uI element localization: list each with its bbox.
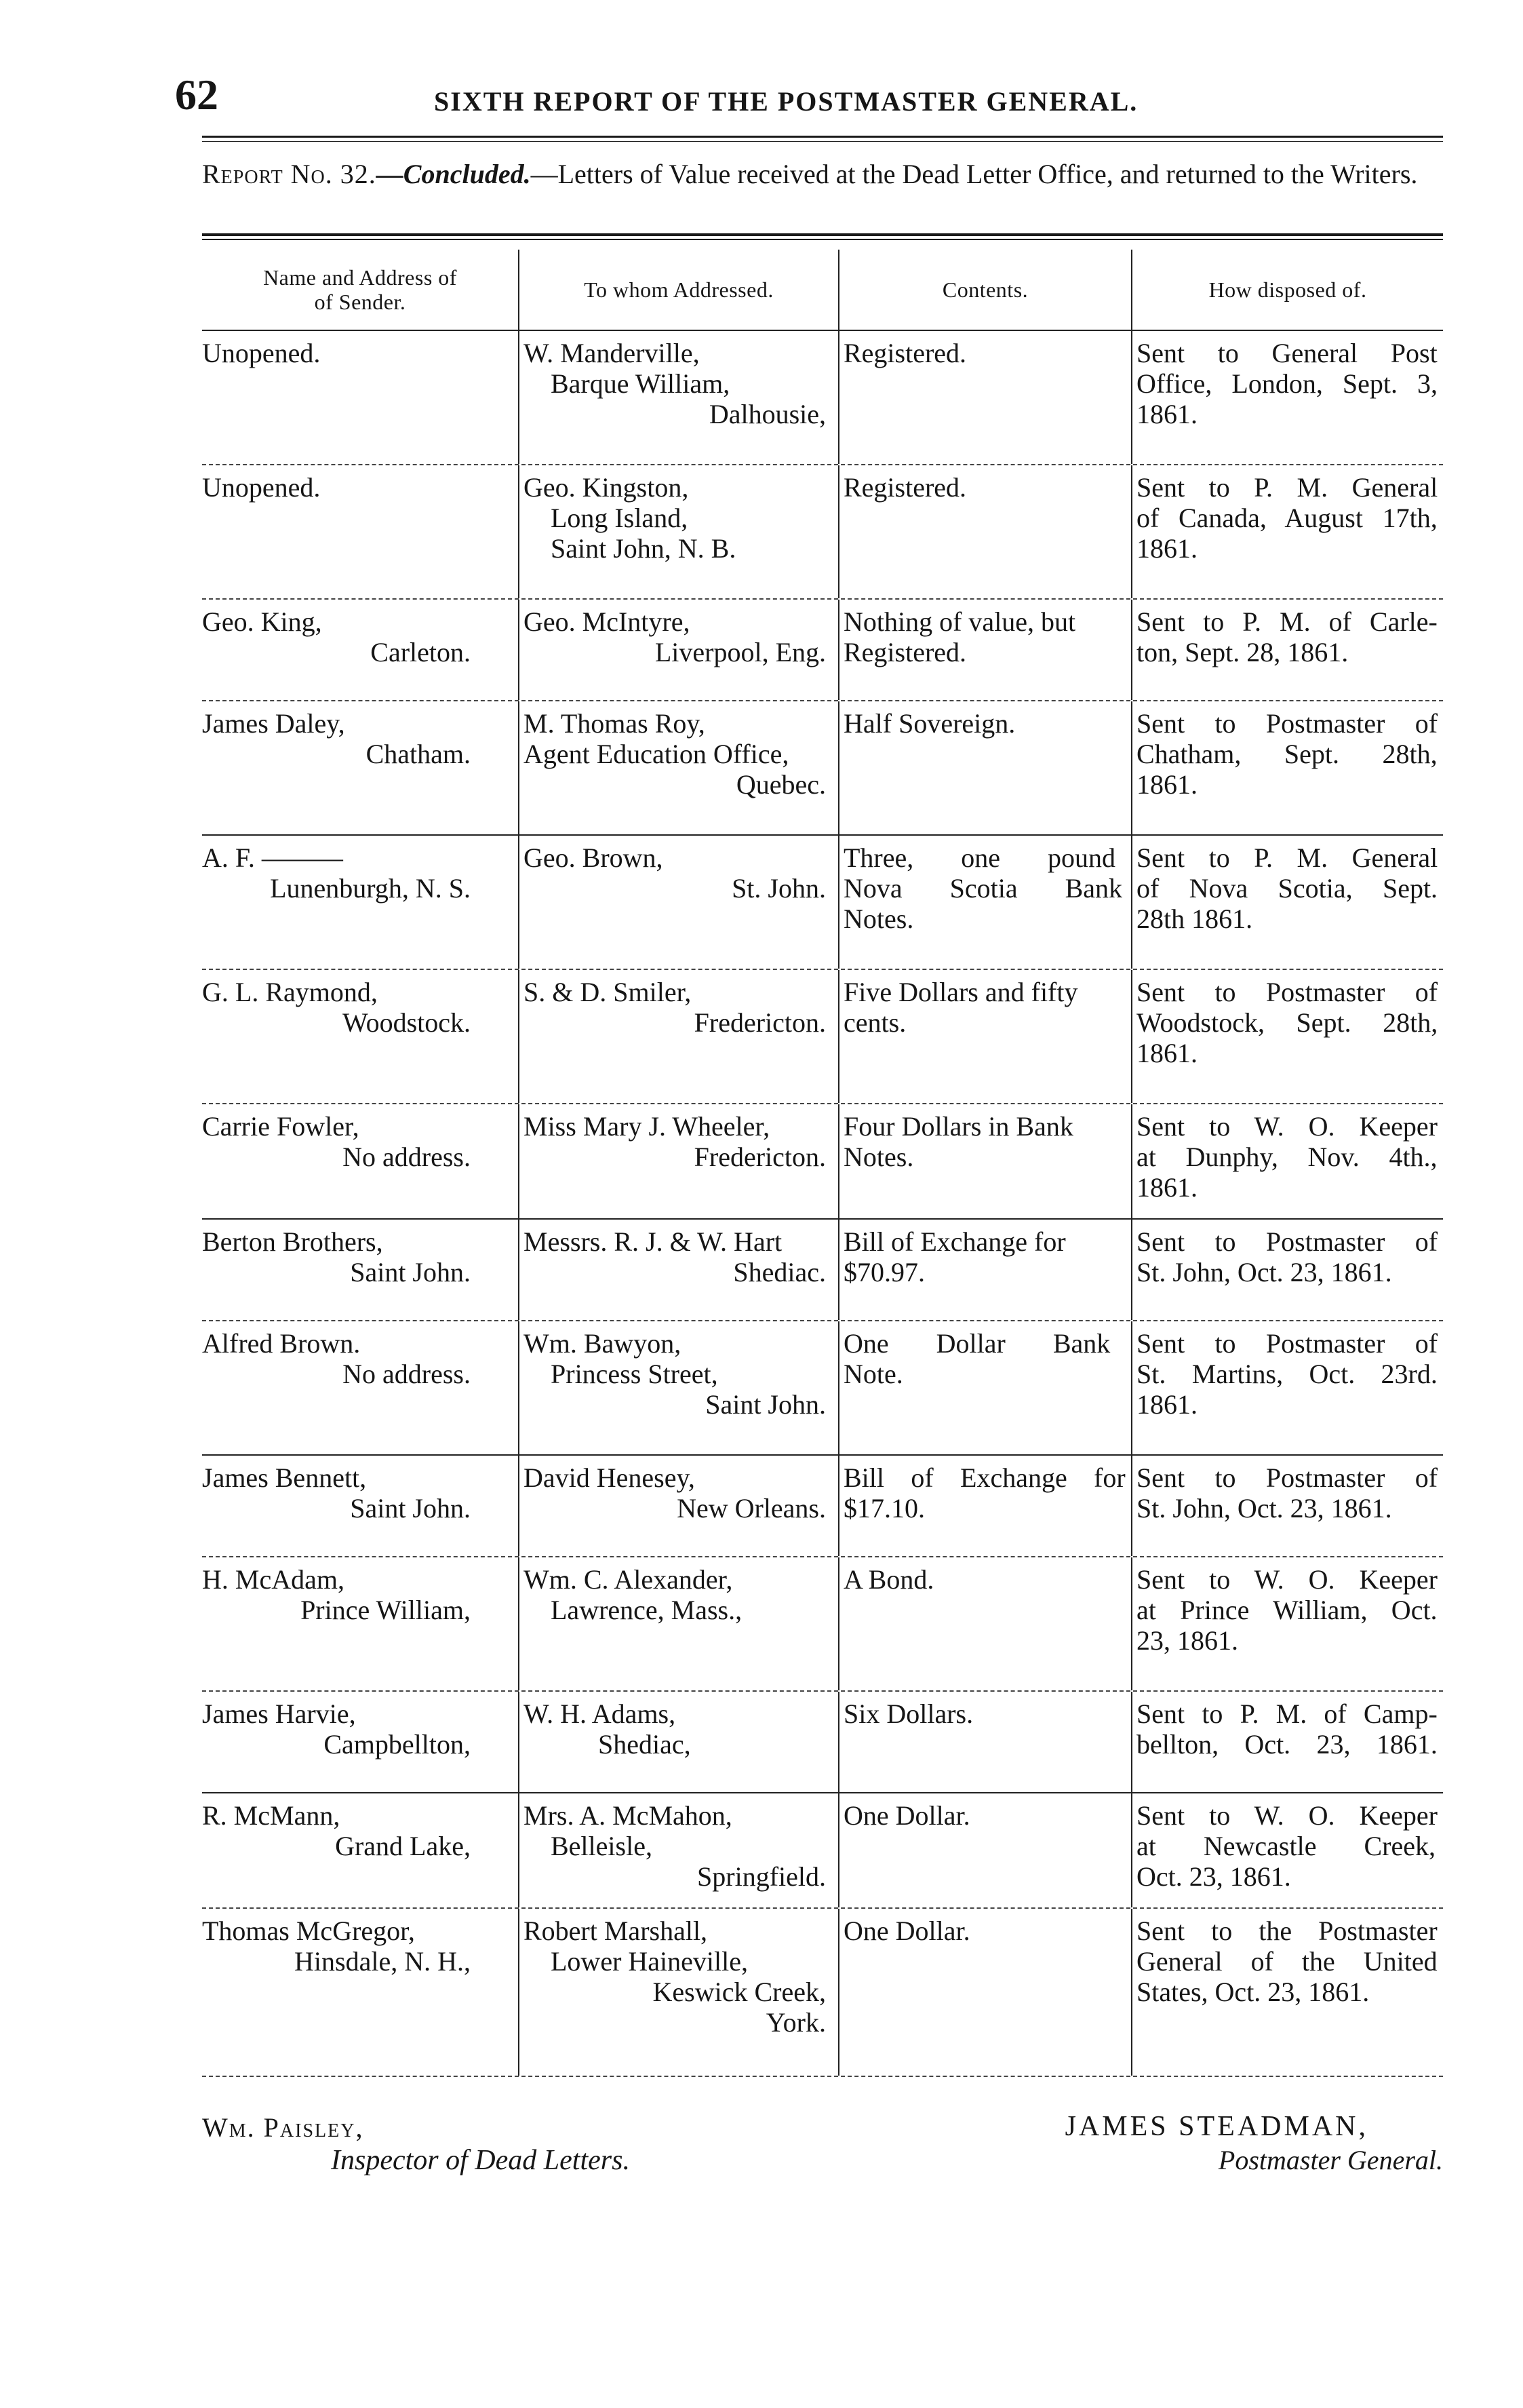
addressee-cell (518, 1909, 838, 2076)
table-row (202, 970, 1443, 1104)
addressee-cell (518, 1104, 838, 1218)
sender-line: Saint John. (350, 1257, 471, 1287)
sender-cell (202, 1321, 518, 1454)
table-top-rule (202, 233, 1443, 236)
contents-line: Nova Scotia Bank (844, 873, 1123, 904)
contents-cell (838, 1909, 1131, 2076)
contents-cell (838, 836, 1131, 969)
contents-cell (838, 331, 1131, 464)
addressee-line: Wm. C. Alexander, (523, 1564, 733, 1595)
addressee-line: Barque William, (551, 368, 730, 399)
disposed-line: Sent to Postmaster of (1136, 1328, 1438, 1359)
disposed-line: 1861. (1136, 533, 1198, 564)
addressee-cell (518, 1692, 838, 1792)
sender-line: Prince William, (300, 1595, 471, 1625)
disposed-cell (1131, 600, 1443, 700)
disposed-line: Sent to P. M. General (1136, 472, 1438, 503)
disposed-line: Woodstock, Sept. 28th, (1136, 1007, 1438, 1038)
disposed-cell (1131, 1456, 1443, 1556)
addressee-cell (518, 465, 838, 598)
header-rule (202, 136, 1443, 138)
addressee-line: York. (766, 2007, 826, 2038)
contents-line: Bill of Exchange for (844, 1462, 1126, 1493)
disposed-cell (1131, 1557, 1443, 1690)
column-header-sender-line2: of Sender. (314, 290, 406, 314)
addressee-cell (518, 331, 838, 464)
disposed-cell (1131, 701, 1443, 834)
disposed-cell (1131, 331, 1443, 464)
sender-line: Saint John. (350, 1493, 471, 1523)
report-number: Report No. 32. (202, 159, 376, 189)
sender-cell (202, 836, 518, 969)
sender-cell (202, 1793, 518, 1907)
sender-line: Thomas McGregor, (202, 1916, 415, 1946)
addressee-line: W. Manderville, (523, 338, 700, 368)
disposed-cell (1131, 1692, 1443, 1792)
sender-line: James Bennett, (202, 1462, 367, 1493)
disposed-cell (1131, 1104, 1443, 1218)
contents-line: $17.10. (844, 1493, 925, 1523)
header-rule-thin (202, 141, 1443, 142)
contents-cell (838, 1321, 1131, 1454)
disposed-line: 1861. (1136, 1389, 1198, 1420)
table-top-rule-thin (202, 239, 1443, 240)
disposed-line: Sent to P. M. General (1136, 842, 1438, 873)
contents-line: Note. (844, 1359, 903, 1389)
disposed-line: Sent to Postmaster of (1136, 708, 1438, 739)
table-row (202, 701, 1443, 836)
addressee-line: Quebec. (736, 769, 826, 800)
contents-cell (838, 465, 1131, 598)
sender-line: Unopened. (202, 338, 321, 368)
addressee-cell (518, 1557, 838, 1690)
disposed-cell (1131, 1793, 1443, 1907)
addressee-cell (518, 1220, 838, 1320)
table-header-row (202, 250, 1443, 331)
addressee-line: Princess Street, (551, 1359, 718, 1389)
table-row (202, 1220, 1443, 1321)
sender-line: No address. (342, 1142, 471, 1172)
addressee-cell (518, 600, 838, 700)
sender-cell (202, 1104, 518, 1218)
addressee-line: M. Thomas Roy, (523, 708, 705, 739)
sender-line: H. McAdam, (202, 1564, 344, 1595)
disposed-cell (1131, 1909, 1443, 2076)
contents-line: Notes. (844, 1142, 914, 1172)
table-row (202, 1104, 1443, 1220)
disposed-line: 28th 1861. (1136, 904, 1253, 934)
table-row (202, 600, 1443, 701)
disposed-cell (1131, 1321, 1443, 1454)
disposed-line: Sent to W. O. Keeper (1136, 1800, 1438, 1831)
sender-cell (202, 701, 518, 834)
disposed-line: Sent to W. O. Keeper (1136, 1111, 1438, 1142)
disposed-line: 23, 1861. (1136, 1625, 1238, 1656)
disposed-line: St. Martins, Oct. 23rd. (1136, 1359, 1438, 1389)
table-row (202, 1557, 1443, 1692)
column-header-disposed: How disposed of. (1131, 250, 1443, 330)
addressee-line: Geo. Brown, (523, 842, 663, 873)
contents-line: Six Dollars. (844, 1698, 974, 1729)
disposed-line: 1861. (1136, 769, 1198, 800)
inspector-name: Wm. Paisley, (202, 2112, 364, 2143)
sender-line: Hinsdale, N. H., (294, 1946, 471, 1977)
sender-cell (202, 1692, 518, 1792)
disposed-cell (1131, 836, 1443, 969)
contents-line: Five Dollars and fifty (844, 977, 1078, 1007)
sender-line: Campbellton, (323, 1729, 471, 1760)
disposed-cell (1131, 1220, 1443, 1320)
disposed-line: General of the United (1136, 1946, 1438, 1977)
addressee-line: Robert Marshall, (523, 1916, 708, 1946)
addressee-cell (518, 1456, 838, 1556)
table-row (202, 836, 1443, 970)
sender-line: Chatham. (365, 739, 471, 769)
report-description: —Letters of Value received at the Dead Letter Office, and returned to the Writers. (530, 159, 1418, 189)
sender-line: G. L. Raymond, (202, 977, 378, 1007)
contents-line: Notes. (844, 904, 914, 934)
sender-line: R. McMann, (202, 1800, 340, 1831)
addressee-cell (518, 970, 838, 1103)
disposed-line: at Prince William, Oct. (1136, 1595, 1438, 1625)
sender-line: Lunenburgh, N. S. (270, 873, 471, 904)
table-row (202, 465, 1443, 600)
disposed-line: Sent to Postmaster of (1136, 1462, 1438, 1493)
disposed-line: Sent to W. O. Keeper (1136, 1564, 1438, 1595)
table-row (202, 1456, 1443, 1557)
disposed-line: at Dunphy, Nov. 4th., (1136, 1142, 1438, 1172)
sender-line: James Harvie, (202, 1698, 356, 1729)
table-row (202, 1909, 1443, 2077)
postmaster-title: Postmaster General. (1218, 2145, 1443, 2175)
addressee-line: Keswick Creek, (652, 1977, 826, 2007)
addressee-line: Lower Haineville, (551, 1946, 748, 1977)
contents-line: One Dollar. (844, 1800, 970, 1831)
sender-line: Carrie Fowler, (202, 1111, 359, 1142)
sender-line: Unopened. (202, 472, 321, 503)
disposed-line: Oct. 23, 1861. (1136, 1861, 1291, 1892)
contents-line: Registered. (844, 472, 967, 503)
addressee-cell (518, 1321, 838, 1454)
disposed-line: of Canada, August 17th, (1136, 503, 1438, 533)
contents-line: Bill of Exchange for (844, 1226, 1066, 1257)
column-header-sender-line1: Name and Address of (263, 265, 457, 290)
disposed-line: Sent to Postmaster of (1136, 1226, 1438, 1257)
contents-cell (838, 1793, 1131, 1907)
addressee-line: New Orleans. (677, 1493, 826, 1523)
sender-line: A. F. ——— (202, 842, 343, 873)
disposed-line: ton, Sept. 28, 1861. (1136, 637, 1349, 667)
disposed-line: of Nova Scotia, Sept. (1136, 873, 1438, 904)
disposed-line: 1861. (1136, 1172, 1198, 1203)
contents-line: One Dollar. (844, 1916, 970, 1946)
sender-cell (202, 970, 518, 1103)
addressee-line: David Henesey, (523, 1462, 695, 1493)
disposed-line: Chatham, Sept. 28th, (1136, 739, 1438, 769)
contents-line: A Bond. (844, 1564, 934, 1595)
addressee-line: Shediac, (598, 1729, 691, 1760)
addressee-line: Saint John. (705, 1389, 826, 1420)
addressee-line: Geo. Kingston, (523, 472, 689, 503)
sender-line: Alfred Brown. (202, 1328, 361, 1359)
addressee-line: Fredericton. (694, 1142, 826, 1172)
disposed-cell (1131, 970, 1443, 1103)
page-number: 62 (175, 71, 218, 119)
sender-line: Grand Lake, (335, 1831, 471, 1861)
disposed-line: St. John, Oct. 23, 1861. (1136, 1493, 1392, 1523)
inspector-title: Inspector of Dead Letters. (331, 2145, 630, 2176)
column-header-addressee: To whom Addressed. (518, 250, 838, 330)
contents-line: Registered. (844, 637, 967, 667)
contents-cell (838, 1456, 1131, 1556)
disposed-cell (1131, 465, 1443, 598)
disposed-line: Sent to P. M. of Carle- (1136, 606, 1438, 637)
addressee-line: Liverpool, Eng. (654, 637, 826, 667)
sender-line: No address. (342, 1359, 471, 1389)
table-row (202, 1793, 1443, 1909)
disposed-line: Sent to Postmaster of (1136, 977, 1438, 1007)
disposed-line: Sent to P. M. of Camp- (1136, 1698, 1438, 1729)
running-title: SIXTH REPORT OF THE POSTMASTER GENERAL. (434, 86, 1139, 117)
contents-line: $70.97. (844, 1257, 925, 1287)
contents-line: Registered. (844, 338, 967, 368)
addressee-line: Agent Education Office, (523, 739, 789, 769)
addressee-line: Mrs. A. McMahon, (523, 1800, 732, 1831)
sender-cell (202, 1220, 518, 1320)
sender-cell (202, 331, 518, 464)
contents-line: Four Dollars in Bank (844, 1111, 1073, 1142)
contents-cell (838, 1220, 1131, 1320)
addressee-line: Fredericton. (694, 1007, 826, 1038)
contents-line: cents. (844, 1007, 907, 1038)
sender-line: Carleton. (370, 637, 471, 667)
addressee-cell (518, 836, 838, 969)
contents-cell (838, 1557, 1131, 1690)
addressee-line: W. H. Adams, (523, 1698, 676, 1729)
postmaster-name: JAMES STEADMAN, (1065, 2111, 1368, 2142)
addressee-line: Saint John, N. B. (551, 533, 736, 564)
sender-line: James Daley, (202, 708, 345, 739)
column-header-contents: Contents. (838, 250, 1131, 330)
addressee-line: Long Island, (551, 503, 688, 533)
contents-cell (838, 970, 1131, 1103)
sender-line: Woodstock. (342, 1007, 471, 1038)
disposed-line: States, Oct. 23, 1861. (1136, 1977, 1370, 2007)
addressee-line: Lawrence, Mass., (551, 1595, 743, 1625)
table-body (202, 331, 1443, 2077)
contents-cell (838, 1104, 1131, 1218)
column-header-sender (202, 250, 518, 330)
disposed-line: Sent to the Postmaster (1136, 1916, 1438, 1946)
contents-line: Three, one pound (844, 842, 1116, 873)
disposed-line: St. John, Oct. 23, 1861. (1136, 1257, 1392, 1287)
addressee-line: Dalhousie, (709, 399, 826, 429)
sender-cell (202, 465, 518, 598)
report-heading (202, 157, 1443, 191)
table-row (202, 331, 1443, 465)
addressee-cell (518, 701, 838, 834)
contents-line: One Dollar Bank (844, 1328, 1111, 1359)
signature-left (202, 2112, 630, 2177)
sender-line: Berton Brothers, (202, 1226, 383, 1257)
contents-cell (838, 1692, 1131, 1792)
disposed-line: bellton, Oct. 23, 1861. (1136, 1729, 1438, 1760)
contents-cell (838, 600, 1131, 700)
addressee-line: Wm. Bawyon, (523, 1328, 681, 1359)
sender-line: Geo. King, (202, 606, 322, 637)
sender-cell (202, 600, 518, 700)
letters-table (202, 250, 1443, 2077)
signature-right (1065, 2110, 1443, 2177)
addressee-line: Springfield. (697, 1861, 826, 1892)
addressee-cell (518, 1793, 838, 1907)
disposed-line: 1861. (1136, 399, 1198, 429)
sender-cell (202, 1909, 518, 2076)
addressee-line: S. & D. Smiler, (523, 977, 692, 1007)
table-row (202, 1692, 1443, 1793)
contents-line: Half Sovereign. (844, 708, 1016, 739)
disposed-line: at Newcastle Creek, (1136, 1831, 1436, 1861)
addressee-line: Shediac. (733, 1257, 826, 1287)
sender-cell (202, 1456, 518, 1556)
addressee-line: Miss Mary J. Wheeler, (523, 1111, 770, 1142)
contents-cell (838, 701, 1131, 834)
disposed-line: 1861. (1136, 1038, 1198, 1068)
addressee-line: Geo. McIntyre, (523, 606, 690, 637)
table-row (202, 1321, 1443, 1456)
disposed-line: Office, London, Sept. 3, (1136, 368, 1438, 399)
contents-line: Nothing of value, but (844, 606, 1076, 637)
disposed-line: Sent to General Post (1136, 338, 1438, 368)
addressee-line: St. John. (732, 873, 826, 904)
addressee-line: Belleisle, (551, 1831, 652, 1861)
report-concluded: —Concluded. (376, 159, 531, 189)
sender-cell (202, 1557, 518, 1690)
addressee-line: Messrs. R. J. & W. Hart (523, 1226, 783, 1257)
